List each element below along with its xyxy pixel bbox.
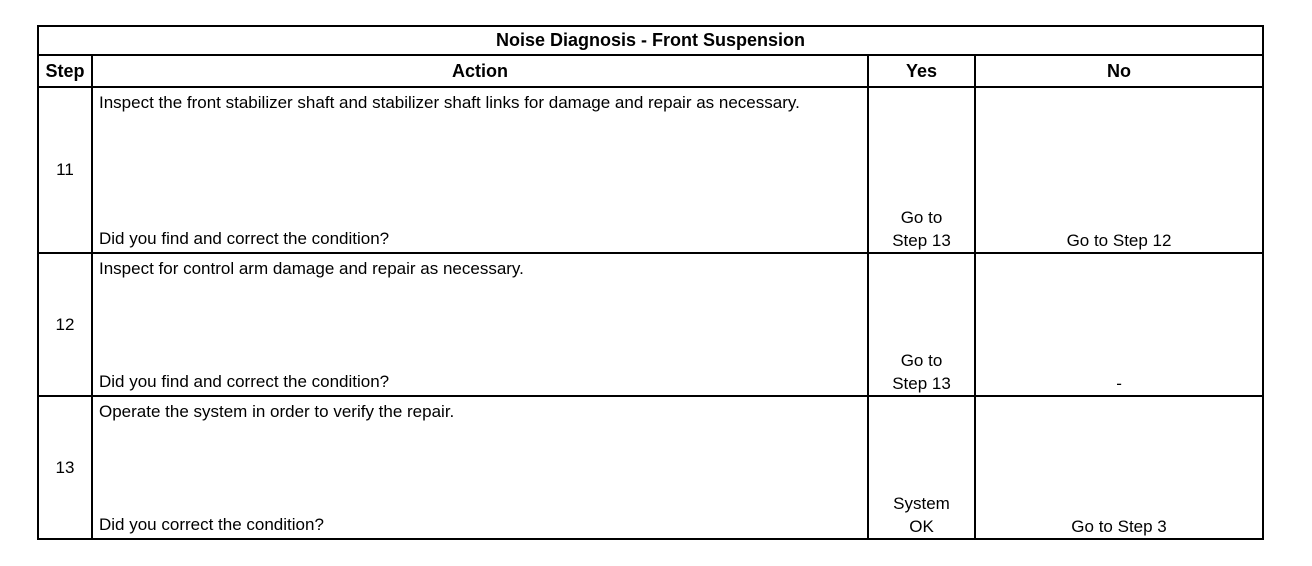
action-cell [92,396,868,539]
yes-result [868,87,975,253]
table-title: Noise Diagnosis - Front Suspension [38,26,1263,55]
action-question: Did you find and correct the condition? [99,229,390,248]
action-cell [92,87,868,253]
step-number: 11 [38,87,92,253]
table-row [38,396,1263,539]
yes-result-line1: System [893,494,950,513]
header-yes: Yes [868,55,975,87]
action-cell [92,253,868,396]
header-action: Action [92,55,868,87]
yes-result-line2: Step 13 [892,374,951,393]
step-number: 12 [38,253,92,396]
header-row [38,55,1263,87]
no-result: - [975,253,1263,396]
yes-result-line2: Step 13 [892,231,951,250]
action-question: Did you correct the condition? [99,515,324,534]
yes-result [868,396,975,539]
yes-result-line1: Go to [900,208,943,227]
header-step: Step [38,55,92,87]
yes-result [868,253,975,396]
yes-result-line2: OK [909,517,934,536]
table-row [38,253,1263,396]
header-no: No [975,55,1263,87]
action-question: Did you find and correct the condition? [99,372,390,391]
no-result: Go to Step 12 [975,87,1263,253]
table-row [38,87,1263,253]
action-instruction: Operate the system in order to verify the repair. [99,402,455,421]
yes-result-line1: Go to [900,351,943,370]
action-instruction: Inspect the front stabilizer shaft and stabilizer shaft links for damage and repair as necessary. [99,93,800,112]
action-instruction: Inspect for control arm damage and repair as necessary. [99,259,524,278]
step-number: 13 [38,396,92,539]
diagnosis-table [37,25,1264,540]
no-result: Go to Step 3 [975,396,1263,539]
